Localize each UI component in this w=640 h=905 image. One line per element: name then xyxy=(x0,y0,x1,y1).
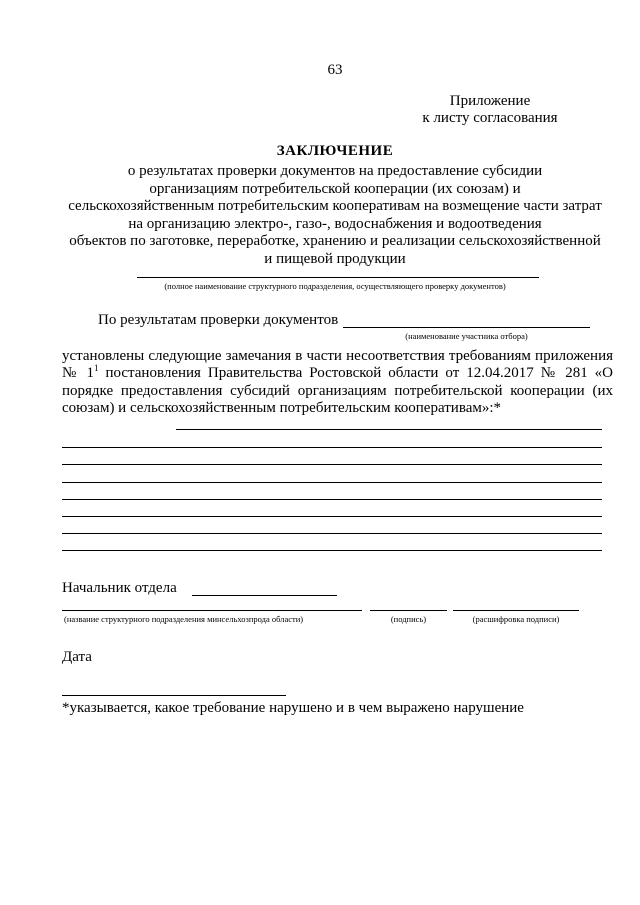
subtitle-line: сельскохозяйственным потребительским кооперативам на возмещение части затрат xyxy=(68,198,602,215)
division-name-line[interactable] xyxy=(62,610,362,611)
remarks-blank-line[interactable] xyxy=(62,482,602,483)
head-signature-field[interactable] xyxy=(192,595,337,596)
signature-caption: (подпись) xyxy=(390,614,427,624)
footnote-text: *указывается, какое требование нарушено и в чем выражено нарушение xyxy=(62,700,524,716)
division-line-caption: (название структурного подразделения минсельхозпрода области) xyxy=(64,614,304,624)
division-caption: (полное наименование структурного подразделения, осуществляющего проверку документов) xyxy=(164,281,506,291)
remarks-text-b: постановления Правительства Ростовской области от 12.04.2017 № 281 «О порядке предоставления субсидий организациям потребительской кооперации (их союзам) и сельскохозяйственным потребительским кооперативам»:* xyxy=(62,365,613,417)
subtitle-line: о результатах проверки документов на предоставление субсидии xyxy=(127,163,543,179)
remarks-blank-line[interactable] xyxy=(62,499,602,500)
subtitle-line: организациям потребительской кооперации (их союзам) и xyxy=(149,180,521,197)
document-subtitle xyxy=(55,163,615,269)
remarks-paragraph xyxy=(62,348,613,418)
subtitle-line: и пищевой продукции xyxy=(264,250,406,267)
document-title: ЗАКЛЮЧЕНИЕ xyxy=(276,143,394,159)
remarks-blank-line[interactable] xyxy=(62,464,602,465)
appendix-line-1: Приложение xyxy=(449,93,531,109)
check-intro-text: По результатам проверки документов xyxy=(98,312,339,328)
remarks-field-inline[interactable] xyxy=(176,429,602,430)
signature-line[interactable] xyxy=(370,610,447,611)
signature-decoding-line[interactable] xyxy=(453,610,579,611)
participant-caption: (наименование участника отбора) xyxy=(405,331,528,341)
remarks-text-a: установлены следующие замечания в части несоответствия требованиям приложения № 1 xyxy=(62,348,613,382)
subtitle-line: на организацию электро-, газо-, водоснабжения и водоотведения xyxy=(128,215,542,232)
page-number: 63 xyxy=(327,62,343,78)
division-name-field[interactable] xyxy=(137,277,539,278)
footnote-separator xyxy=(62,695,286,696)
appendix-line-2: к листу согласования xyxy=(422,110,558,126)
remarks-blank-line[interactable] xyxy=(62,447,602,448)
head-label: Начальник отдела xyxy=(62,580,177,596)
date-label: Дата xyxy=(62,649,92,665)
remarks-blank-line[interactable] xyxy=(62,550,602,551)
decoding-caption: (расшифровка подписи) xyxy=(472,614,560,624)
remarks-blank-line[interactable] xyxy=(62,516,602,517)
footnote-ref: 1 xyxy=(94,363,99,374)
remarks-blank-line[interactable] xyxy=(62,533,602,534)
participant-name-field[interactable] xyxy=(343,327,590,328)
subtitle-line: объектов по заготовке, переработке, хранению и реализации сельскохозяйственной xyxy=(69,233,601,250)
appendix-header xyxy=(400,93,580,127)
